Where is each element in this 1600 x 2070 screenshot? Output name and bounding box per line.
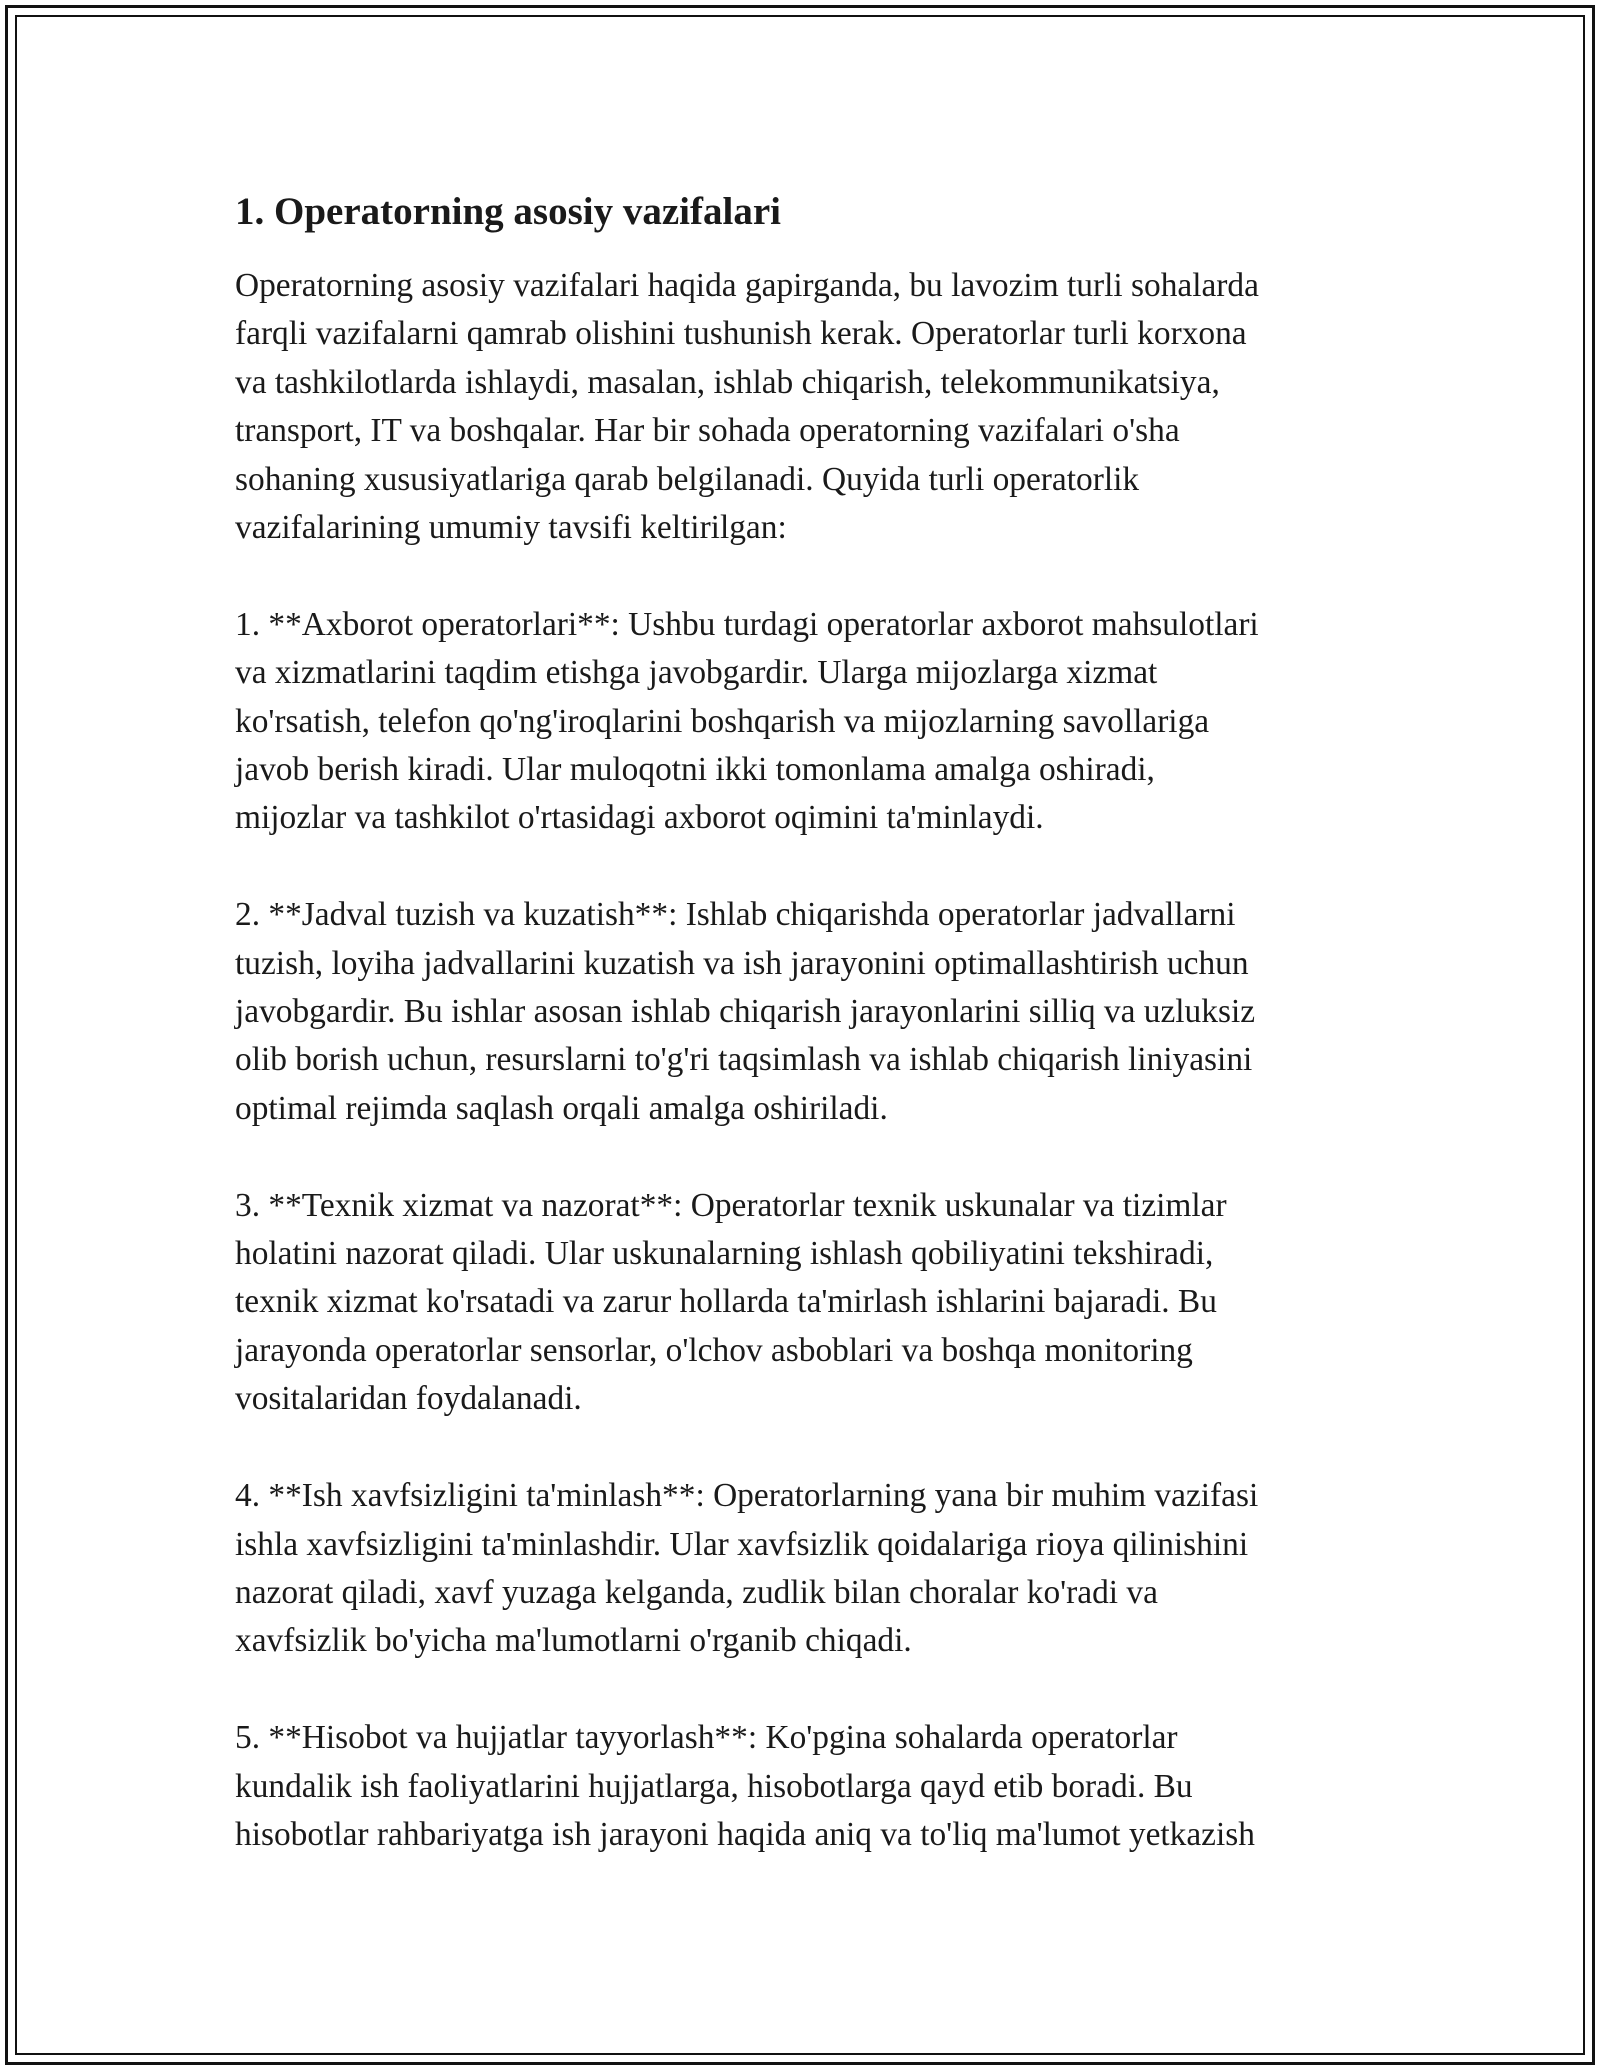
document-body <box>235 186 1375 1908</box>
text-line: mijozlar va tashkilot o'rtasidagi axborot oqimini ta'minlaydi. <box>235 799 1044 837</box>
paragraph <box>235 262 1375 552</box>
text-line: javobgardir. Bu ishlar asosan ishlab chiqarish jarayonlarini silliq va uzluksiz <box>235 993 1256 1031</box>
paragraph <box>235 601 1375 843</box>
paragraph <box>235 1472 1375 1666</box>
text-line: vositalaridan foydalanadi. <box>235 1380 582 1418</box>
text-line: hisobotlar rahbariyatga ish jarayoni haqida aniq va to'liq ma'lumot yetkazish <box>235 1815 1255 1853</box>
paragraph-list <box>235 262 1375 1859</box>
text-line: texnik xizmat ko'rsatadi va zarur hollarda ta'mirlash ishlarini bajaradi. Bu <box>235 1283 1217 1321</box>
text-line: olib borish uchun, resurslarni to'g'ri taqsimlash va ishlab chiqarish liniyasini <box>235 1041 1253 1079</box>
paragraph <box>235 891 1375 1133</box>
section-heading: 1. Operatorning asosiy vazifalari <box>235 190 781 233</box>
text-line: sohaning xususiyatlariga qarab belgilanadi. Quyida turli operatorlik <box>235 460 1140 498</box>
text-line: holatini nazorat qiladi. Ular uskunalarning ishlash qobiliyatini tekshiradi, <box>235 1235 1214 1273</box>
text-line: jarayonda operatorlar sensorlar, o'lchov asboblari va boshqa monitoring <box>235 1331 1193 1369</box>
text-line: vazifalarining umumiy tavsifi keltirilgan: <box>235 509 787 547</box>
text-line: 3. **Texnik xizmat va nazorat**: Operatorlar texnik uskunalar va tizimlar <box>235 1186 1227 1224</box>
text-line: javob berish kiradi. Ular muloqotni ikki tomonlama amalga oshiradi, <box>235 751 1155 789</box>
text-line: tuzish, loyiha jadvallarini kuzatish va ish jarayonini optimallashtirish uchun <box>235 944 1249 982</box>
text-line: Operatorning asosiy vazifalari haqida gapirganda, bu lavozim turli sohalarda <box>235 267 1259 304</box>
text-line: transport, IT va boshqalar. Har bir sohada operatorning vazifalari o'sha <box>235 412 1180 450</box>
text-line: 2. **Jadval tuzish va kuzatish**: Ishlab chiqarishda operatorlar jadvallarni <box>235 896 1236 934</box>
text-line: va tashkilotlarda ishlaydi, masalan, ishlab chiqarish, telekommunikatsiya, <box>235 363 1220 401</box>
text-line: va xizmatlarini taqdim etishga javobgardir. Ularga mijozlarga xizmat <box>235 654 1158 692</box>
paragraph <box>235 1714 1375 1859</box>
text-line: 1. **Axborot operatorlari**: Ushbu turdagi operatorlar axborot mahsulotlari <box>235 605 1259 643</box>
text-line: 5. **Hisobot va hujjatlar tayyorlash**: Ko'pgina sohalarda operatorlar <box>235 1719 1178 1757</box>
text-line: farqli vazifalarni qamrab olishini tushunish kerak. Operatorlar turli korxona <box>235 315 1247 353</box>
text-line: nazorat qiladi, xavf yuzaga kelganda, zudlik bilan choralar ko'radi va <box>235 1573 1158 1611</box>
text-line: ko'rsatish, telefon qo'ng'iroqlarini boshqarish va mijozlarning savollariga <box>235 702 1210 740</box>
text-line: 4. **Ish xavfsizligini ta'minlash**: Operatorlarning yana bir muhim vazifasi <box>235 1477 1259 1515</box>
paragraph <box>235 1182 1375 1424</box>
text-line: kundalik ish faoliyatlarini hujjatlarga, hisobotlarga qayd etib boradi. Bu <box>235 1767 1193 1805</box>
text-line: optimal rejimda saqlash orqali amalga oshiriladi. <box>235 1089 888 1127</box>
text-line: xavfsizlik bo'yicha ma'lumotlarni o'rganib chiqadi. <box>235 1622 912 1660</box>
text-line: ishla xavfsizligini ta'minlashdir. Ular xavfsizlik qoidalariga rioya qilinishini <box>235 1525 1249 1563</box>
